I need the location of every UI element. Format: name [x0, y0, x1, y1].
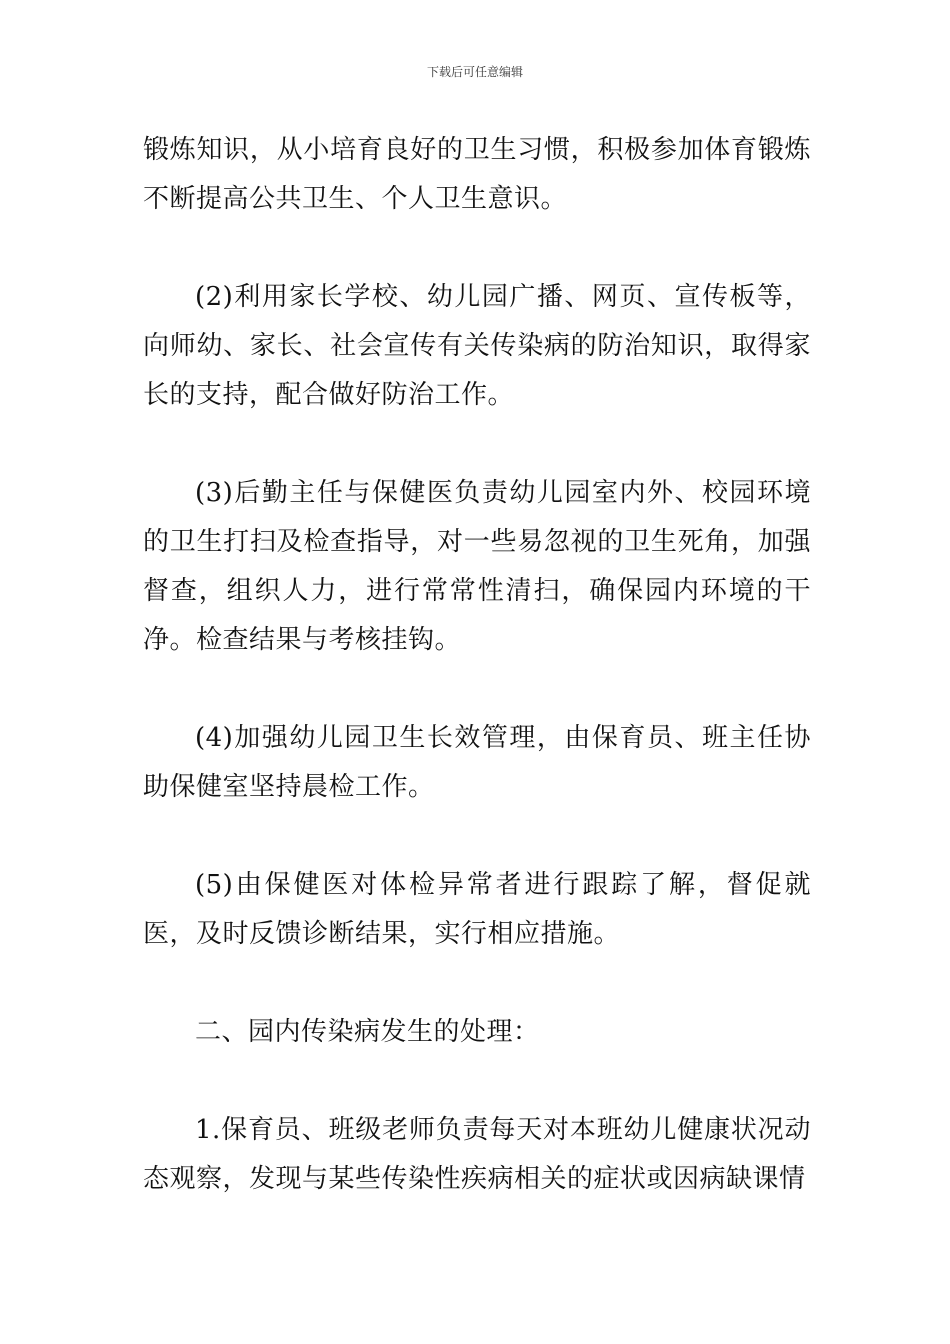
paragraph-point-1: 1.保育员、班级老师负责每天对本班幼儿健康状况动态观察，发现与某些传染性疾病相关的症状或因病缺课情 — [143, 1115, 811, 1194]
paragraph-item-2: (2)利用家长学校、幼儿园广播、网页、宣传板等，向师幼、家长、社会宣传有关传染病的防治知识，取得家长的支持，配合做好防治工作。 — [143, 282, 811, 410]
paragraph-item-5: (5)由保健医对体检异常者进行跟踪了解，督促就医，及时反馈诊断结果，实行相应措施。 — [143, 870, 811, 949]
paragraph-continuation: 锻炼知识，从小培育良好的卫生习惯，积极参加体育锻炼不断提高公共卫生、个人卫生意识。 — [143, 135, 811, 214]
header-watermark-text: 下载后可任意编辑 — [426, 65, 523, 79]
page-header — [0, 64, 950, 80]
paragraph-item-4: (4)加强幼儿园卫生长效管理，由保育员、班主任协助保健室坚持晨检工作。 — [143, 723, 811, 802]
document-body — [143, 126, 811, 1204]
section-heading: 二、园内传染病发生的处理： — [195, 1017, 540, 1047]
paragraph-item-3: (3)后勤主任与保健医负责幼儿园室内外、校园环境的卫生打扫及检查指导，对一些易忽视的卫生死角，加强督查，组织人力，进行常常性清扫，确保园内环境的干净。检查结果与考核挂钩。 — [143, 478, 811, 655]
